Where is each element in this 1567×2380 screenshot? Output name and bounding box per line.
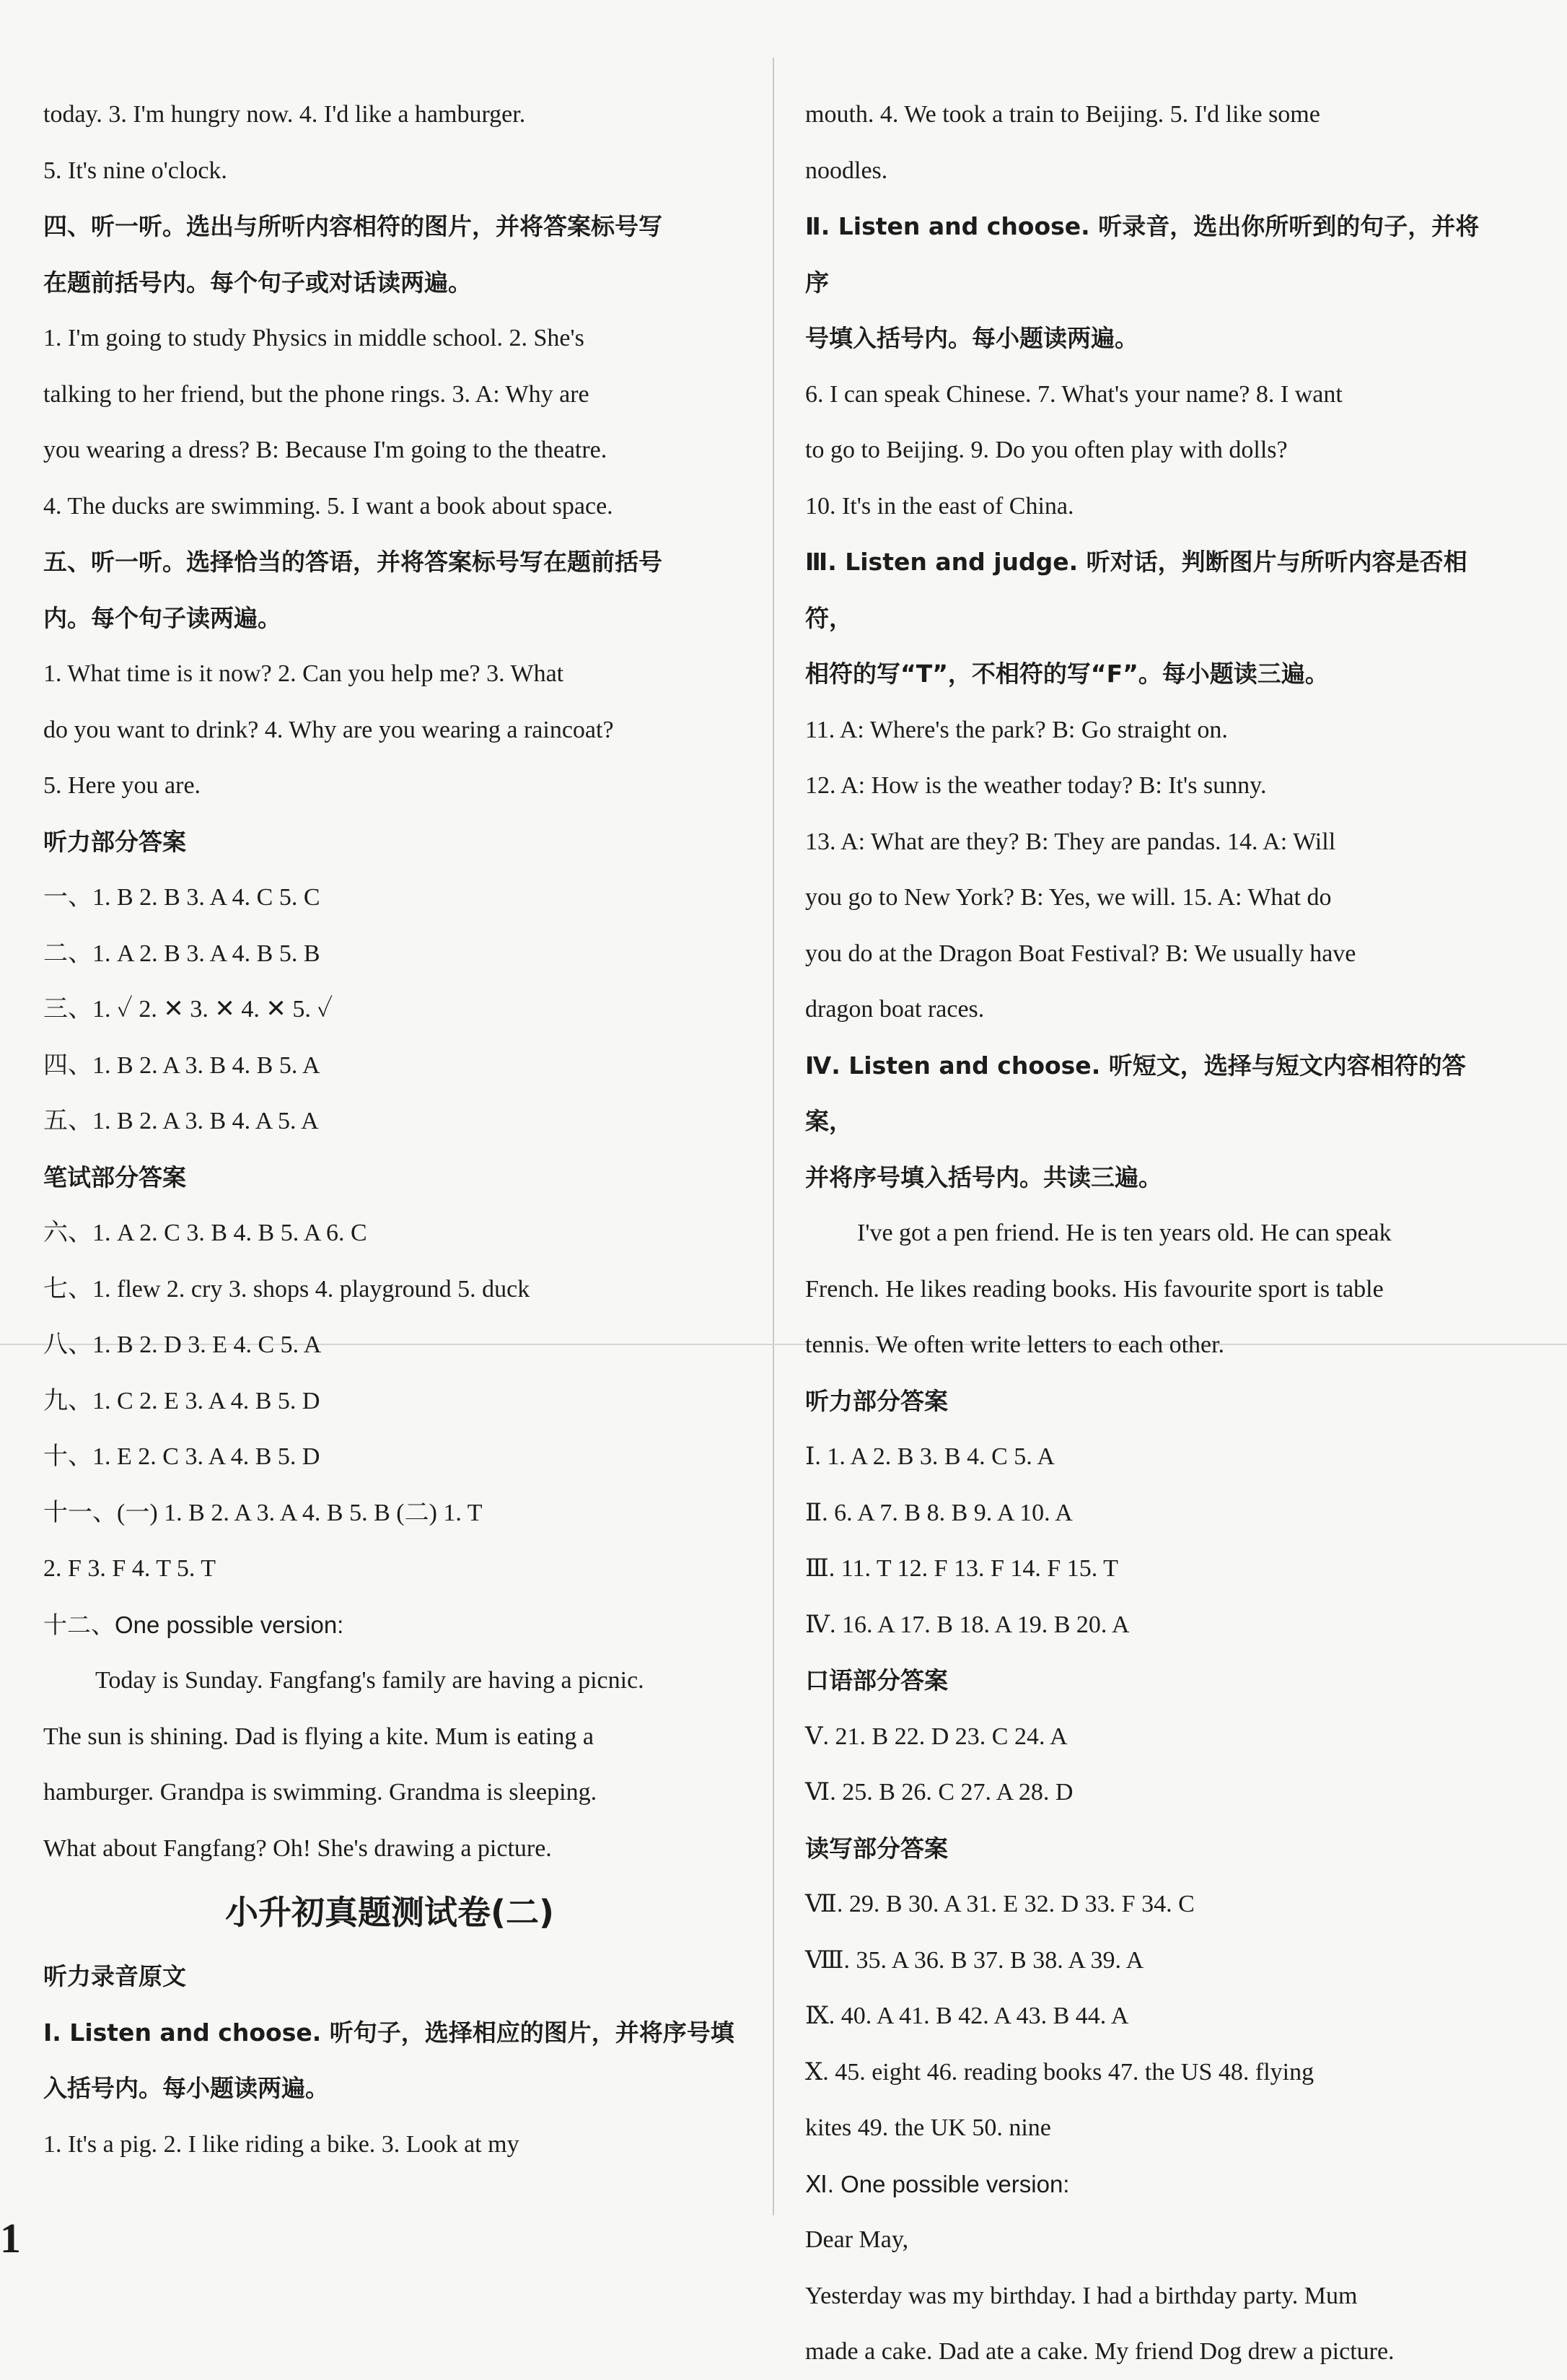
answer-line: 六、1. A 2. C 3. B 4. B 5. A 6. C	[43, 1220, 367, 1246]
answer-line: 五、1. B 2. A 3. B 4. A 5. A	[43, 1108, 319, 1134]
answer-line: 十、1. E 2. C 3. A 4. B 5. D	[43, 1443, 320, 1470]
passage-line: French. He likes reading books. His favourite sport is table	[805, 1275, 1384, 1303]
answer-line: 十一、(一) 1. B 2. A 3. A 4. B 5. B (二) 1. T	[43, 1499, 483, 1526]
answer-line: Ⅰ. 1. A 2. B 3. B 4. C 5. A	[805, 1443, 1055, 1470]
passage-line: tennis. We often write letters to each other.	[805, 1331, 1225, 1358]
essay-line: What about Fangfang? Oh! She's drawing a picture.	[43, 1834, 552, 1862]
passage-line: I've got a pen friend. He is ten years old. He can speak	[857, 1220, 1392, 1246]
text-line: you do at the Dragon Boat Festival? B: We usually have	[805, 940, 1356, 967]
answer-line: Ⅵ. 25. B 26. C 27. A 28. D	[805, 1779, 1074, 1806]
question-heading: Ⅰ. Listen and choose. 听句子，选择相应的图片，并将序号填	[43, 2018, 734, 2047]
section-title: 小升初真题测试卷(二)	[224, 1893, 555, 1932]
question-heading: 五、听一听。选择恰当的答语，并将答案标号写在题前括号	[43, 548, 662, 576]
text-line: 6. I can speak Chinese. 7. What's your name? 8. I want	[805, 380, 1343, 408]
text-line: 12. A: How is the weather today? B: It's sunny.	[805, 772, 1267, 799]
answer-line: 八、1. B 2. D 3. E 4. C 5. A	[43, 1331, 322, 1358]
answer-line: Ⅹ. 45. eight 46. reading books 47. the US 48. flying	[805, 2058, 1314, 2086]
answer-line: 七、1. flew 2. cry 3. shops 4. playground 5. duck	[43, 1275, 530, 1303]
answer-line: Ⅺ. One possible version:	[805, 2170, 1070, 2197]
answer-line: Ⅲ. 11. T 12. F 13. F 14. F 15. T	[805, 1555, 1118, 1582]
answer-line: Ⅷ. 35. A 36. B 37. B 38. A 39. A	[805, 1946, 1144, 1974]
text-line: today. 3. I'm hungry now. 4. I'd like a hamburger.	[43, 101, 526, 128]
text-line: talking to her friend, but the phone rings. 3. A: Why are	[43, 380, 589, 408]
essay-line: Today is Sunday. Fangfang's family are having a picnic.	[95, 1667, 644, 1694]
answer-section-heading: 听力部分答案	[805, 1386, 948, 1415]
answer-line: 十二、One possible version:	[43, 1611, 344, 1638]
answer-line: Ⅱ. 6. A 7. B 8. B 9. A 10. A	[805, 1499, 1073, 1526]
answer-line: 九、1. C 2. E 3. A 4. B 5. D	[43, 1387, 320, 1414]
text-line: you wearing a dress? B: Because I'm going to the theatre.	[43, 437, 607, 463]
answer-line: Ⅴ. 21. B 22. D 23. C 24. A	[805, 1723, 1068, 1750]
text-line: 10. It's in the east of China.	[805, 492, 1074, 520]
text-line: you go to New York? B: Yes, we will. 15. A: What do	[805, 884, 1332, 911]
letter-line: made a cake. Dad ate a cake. My friend Dog drew a picture.	[805, 2338, 1395, 2365]
text-line: dragon boat races.	[805, 996, 985, 1023]
text-line: to go to Beijing. 9. Do you often play with dolls?	[805, 437, 1288, 463]
answer-section-heading: 口语部分答案	[805, 1666, 948, 1694]
answer-line: kites 49. the UK 50. nine	[805, 2114, 1051, 2141]
answer-line: 一、1. B 2. B 3. A 4. C 5. C	[43, 884, 320, 911]
question-heading: 并将序号填入括号内。共读三遍。	[805, 1163, 1162, 1191]
text-line: noodles.	[805, 157, 888, 184]
answer-line: 三、1. ✓ 2. ✕ 3. ✕ 4. ✕ 5. ✓	[43, 996, 333, 1023]
question-heading: 相符的写“T”，不相符的写“F”。每小题读三遍。	[805, 660, 1329, 688]
answer-line: Ⅸ. 40. A 41. B 42. A 43. B 44. A	[805, 2003, 1129, 2029]
answer-section-heading: 笔试部分答案	[43, 1163, 186, 1191]
text-line: 4. The ducks are swimming. 5. I want a book about space.	[43, 492, 613, 520]
answer-section-heading: 读写部分答案	[805, 1834, 948, 1863]
question-heading: Ⅲ. Listen and judge. 听对话，判断图片与所听内容是否相符，	[805, 548, 1467, 632]
answer-line: 二、1. A 2. B 3. A 4. B 5. B	[43, 940, 320, 967]
page-number: 1	[0, 2215, 21, 2262]
text-line: 5. It's nine o'clock.	[43, 157, 227, 184]
question-heading: 内。每个句子读两遍。	[43, 603, 281, 632]
text-line: mouth. 4. We took a train to Beijing. 5. I'd like some	[805, 101, 1320, 128]
question-heading: 四、听一听。选出与所听内容相符的图片，并将答案标号写	[43, 212, 662, 240]
text-line: 11. A: Where's the park? B: Go straight on.	[805, 716, 1228, 743]
text-line: 13. A: What are they? B: They are pandas. 14. A: Will	[805, 828, 1336, 855]
question-heading: 号填入括号内。每小题读两遍。	[805, 324, 1138, 352]
answer-line: Ⅳ. 16. A 17. B 18. A 19. B 20. A	[805, 1611, 1130, 1638]
text-line: 1. It's a pig. 2. I like riding a bike. 3. Look at my	[43, 2130, 519, 2158]
question-heading: 入括号内。每小题读两遍。	[43, 2074, 329, 2102]
question-heading: 在题前括号内。每个句子或对话读两遍。	[43, 268, 472, 297]
text-line: 1. I'm going to study Physics in middle school. 2. She's	[43, 325, 584, 351]
question-heading: Ⅳ. Listen and choose. 听短文，选择与短文内容相符的答案，	[805, 1051, 1466, 1135]
essay-line: hamburger. Grandpa is swimming. Grandma is sleeping.	[43, 1779, 597, 1806]
answer-section-heading: 听力录音原文	[43, 1962, 186, 1990]
essay-line: The sun is shining. Dad is flying a kite. Mum is eating a	[43, 1723, 594, 1750]
answer-line: 2. F 3. F 4. T 5. T	[43, 1555, 216, 1582]
column-divider	[773, 58, 774, 2215]
answer-section-heading: 听力部分答案	[43, 827, 186, 856]
answer-line: 四、1. B 2. A 3. B 4. B 5. A	[43, 1051, 320, 1079]
text-line: 5. Here you are.	[43, 772, 201, 799]
letter-line: Dear May,	[805, 2226, 909, 2253]
answer-line: Ⅶ. 29. B 30. A 31. E 32. D 33. F 34. C	[805, 1891, 1195, 1917]
text-line: do you want to drink? 4. Why are you wearing a raincoat?	[43, 716, 614, 743]
letter-line: Yesterday was my birthday. I had a birthday party. Mum	[805, 2282, 1358, 2309]
right-column	[805, 87, 1498, 2380]
text-line: 1. What time is it now? 2. Can you help me? 3. What	[43, 660, 564, 687]
left-column	[43, 87, 736, 2172]
question-heading: Ⅱ. Listen and choose. 听录音，选出你所听到的句子，并将序	[805, 212, 1480, 297]
